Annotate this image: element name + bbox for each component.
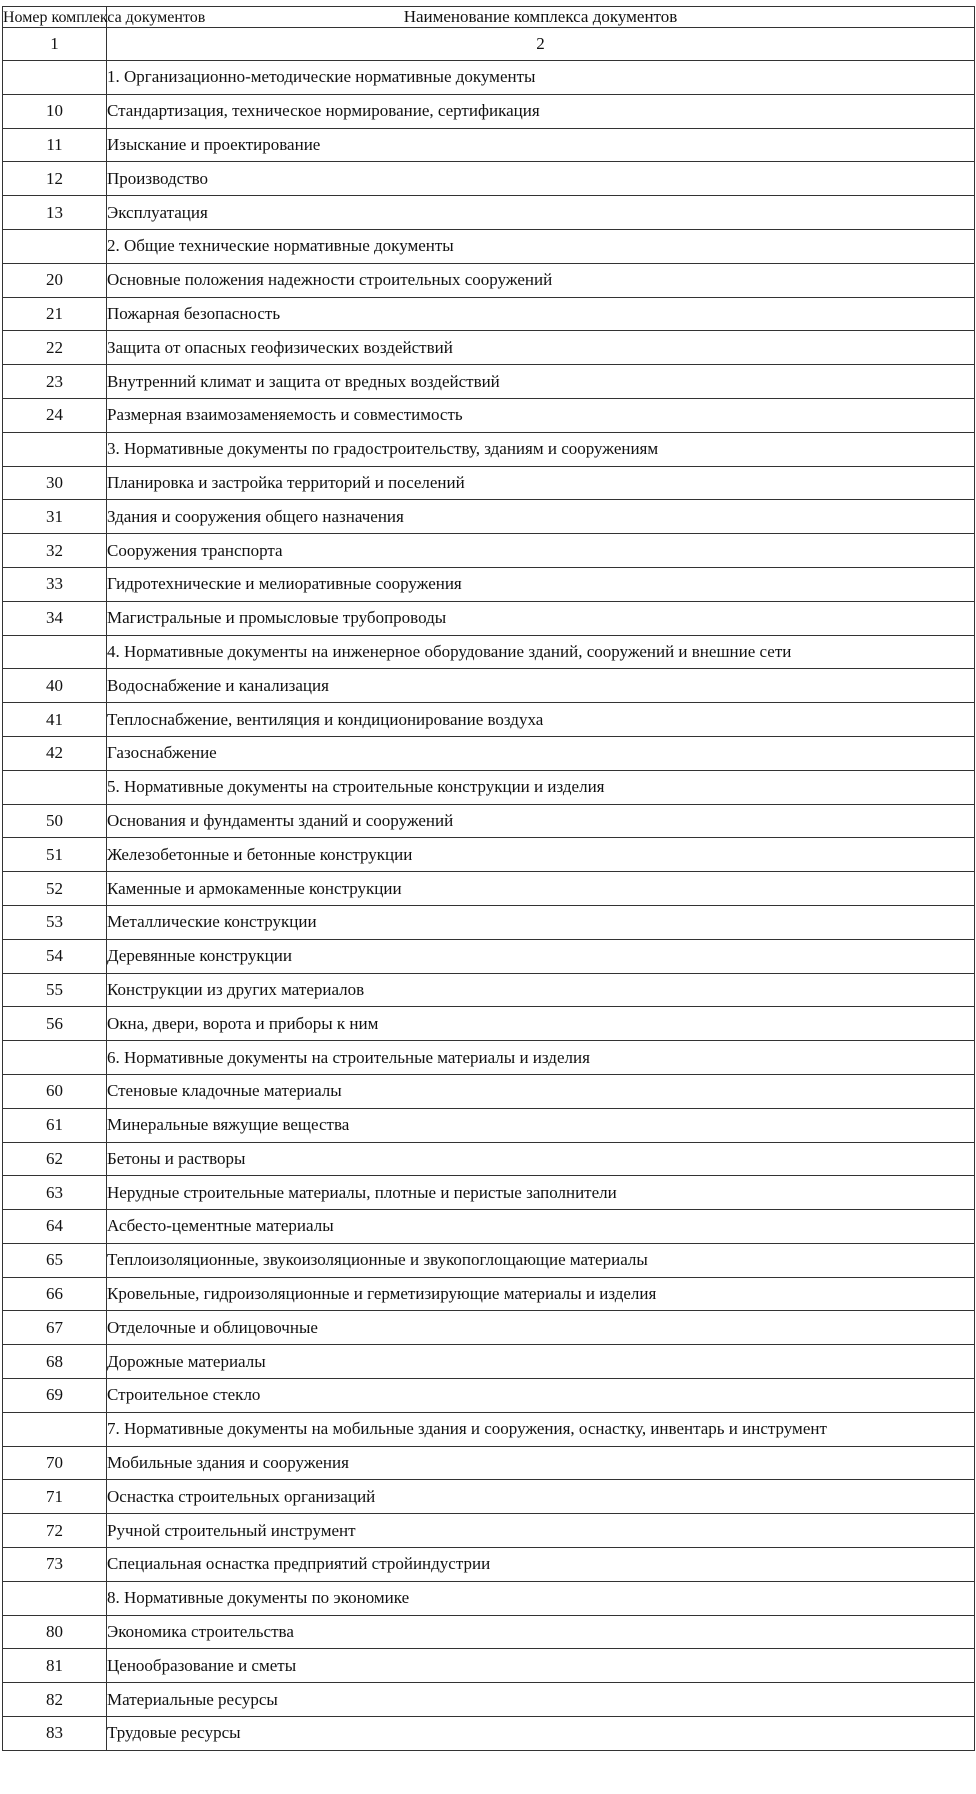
- complex-number-cell: 67: [3, 1311, 107, 1345]
- column-index-2: 2: [107, 28, 975, 61]
- complex-name-cell: Теплоснабжение, вентиляция и кондиционирование воздуха: [107, 703, 975, 737]
- complex-name-cell: Асбесто-цементные материалы: [107, 1210, 975, 1244]
- complex-number-cell: 72: [3, 1514, 107, 1548]
- complex-number-cell: 63: [3, 1176, 107, 1210]
- complex-name-cell: Ценообразование и сметы: [107, 1649, 975, 1683]
- complex-name-cell: Конструкции из других материалов: [107, 973, 975, 1007]
- section-title-cell: 7. Нормативные документы на мобильные здания и сооружения, оснастку, инвентарь и инструмент: [107, 1412, 975, 1446]
- section-header-row: [3, 1041, 975, 1075]
- table-row: [3, 703, 975, 737]
- section-header-row: [3, 229, 975, 263]
- document-complex-table: [2, 6, 975, 1751]
- table-row: [3, 1345, 975, 1379]
- complex-number-cell: 70: [3, 1446, 107, 1480]
- table-row: [3, 1074, 975, 1108]
- complex-name-cell: Сооружения транспорта: [107, 534, 975, 568]
- complex-number-cell: 11: [3, 128, 107, 162]
- complex-name-cell: Основные положения надежности строительных сооружений: [107, 263, 975, 297]
- complex-number-cell: 24: [3, 398, 107, 432]
- table-row: [3, 1108, 975, 1142]
- complex-number-cell: 83: [3, 1717, 107, 1751]
- complex-number-cell: [3, 432, 107, 466]
- complex-name-cell: Здания и сооружения общего назначения: [107, 500, 975, 534]
- table-row: [3, 1142, 975, 1176]
- table-row: [3, 1311, 975, 1345]
- complex-number-cell: 55: [3, 973, 107, 1007]
- complex-number-cell: 41: [3, 703, 107, 737]
- table-row: [3, 669, 975, 703]
- section-header-row: [3, 635, 975, 669]
- complex-number-cell: [3, 1412, 107, 1446]
- table-row: [3, 196, 975, 230]
- complex-number-cell: 40: [3, 669, 107, 703]
- complex-name-cell: Водоснабжение и канализация: [107, 669, 975, 703]
- complex-name-cell: Стеновые кладочные материалы: [107, 1074, 975, 1108]
- complex-number-cell: 60: [3, 1074, 107, 1108]
- complex-number-cell: 81: [3, 1649, 107, 1683]
- complex-name-cell: Окна, двери, ворота и приборы к ним: [107, 1007, 975, 1041]
- complex-name-cell: Экономика строительства: [107, 1615, 975, 1649]
- table-row: [3, 1717, 975, 1751]
- complex-number-cell: 22: [3, 331, 107, 365]
- table-row: [3, 736, 975, 770]
- complex-number-cell: 65: [3, 1243, 107, 1277]
- table-row: [3, 1649, 975, 1683]
- section-header-row: [3, 1581, 975, 1615]
- section-header-row: [3, 432, 975, 466]
- complex-name-cell: Дорожные материалы: [107, 1345, 975, 1379]
- complex-number-cell: [3, 1581, 107, 1615]
- column-index-1: 1: [3, 28, 107, 61]
- complex-number-cell: 33: [3, 567, 107, 601]
- table-row: [3, 872, 975, 906]
- table-row: [3, 1514, 975, 1548]
- section-title-cell: 3. Нормативные документы по градостроительству, зданиям и сооружениям: [107, 432, 975, 466]
- table-row: [3, 1176, 975, 1210]
- complex-number-cell: 80: [3, 1615, 107, 1649]
- table-row: [3, 973, 975, 1007]
- complex-number-cell: 66: [3, 1277, 107, 1311]
- table-row: [3, 1007, 975, 1041]
- complex-name-cell: Планировка и застройка территорий и поселений: [107, 466, 975, 500]
- complex-number-cell: 23: [3, 365, 107, 399]
- table-row: [3, 398, 975, 432]
- complex-name-cell: Производство: [107, 162, 975, 196]
- table-row: [3, 500, 975, 534]
- complex-number-cell: 34: [3, 601, 107, 635]
- complex-number-cell: 13: [3, 196, 107, 230]
- complex-number-cell: [3, 635, 107, 669]
- table-row: [3, 297, 975, 331]
- complex-number-cell: 53: [3, 905, 107, 939]
- complex-name-cell: Строительное стекло: [107, 1379, 975, 1413]
- complex-number-cell: 52: [3, 872, 107, 906]
- table-row: [3, 1548, 975, 1582]
- complex-name-cell: Деревянные конструкции: [107, 939, 975, 973]
- complex-name-cell: Материальные ресурсы: [107, 1683, 975, 1717]
- complex-number-cell: 64: [3, 1210, 107, 1244]
- column-header-number: Номер комплекса документов: [3, 8, 206, 26]
- section-header-row: [3, 61, 975, 95]
- table-row: [3, 1446, 975, 1480]
- complex-number-cell: 71: [3, 1480, 107, 1514]
- table-row: [3, 1683, 975, 1717]
- column-header-name: Наименование комплекса документов: [107, 7, 975, 28]
- table-row: [3, 1277, 975, 1311]
- table-row: [3, 1615, 975, 1649]
- table-row: [3, 567, 975, 601]
- table-row: [3, 1210, 975, 1244]
- complex-number-cell: [3, 1041, 107, 1075]
- section-title-cell: 1. Организационно-методические нормативные документы: [107, 61, 975, 95]
- complex-number-cell: 82: [3, 1683, 107, 1717]
- section-title-cell: 6. Нормативные документы на строительные материалы и изделия: [107, 1041, 975, 1075]
- complex-name-cell: Кровельные, гидроизоляционные и герметизирующие материалы и изделия: [107, 1277, 975, 1311]
- section-header-row: [3, 1412, 975, 1446]
- table-row: [3, 1243, 975, 1277]
- complex-name-cell: Мобильные здания и сооружения: [107, 1446, 975, 1480]
- table-row: [3, 534, 975, 568]
- table-row: [3, 905, 975, 939]
- complex-name-cell: Теплоизоляционные, звукоизоляционные и звукопоглощающие материалы: [107, 1243, 975, 1277]
- section-title-cell: 4. Нормативные документы на инженерное оборудование зданий, сооружений и внешние сети: [107, 635, 975, 669]
- complex-number-cell: 21: [3, 297, 107, 331]
- complex-number-cell: 61: [3, 1108, 107, 1142]
- complex-name-cell: Магистральные и промысловые трубопроводы: [107, 601, 975, 635]
- complex-number-cell: [3, 61, 107, 95]
- table-row: [3, 365, 975, 399]
- complex-name-cell: Внутренний климат и защита от вредных воздействий: [107, 365, 975, 399]
- complex-number-cell: 10: [3, 94, 107, 128]
- table-row: [3, 838, 975, 872]
- table-row: [3, 466, 975, 500]
- complex-name-cell: Стандартизация, техническое нормирование, сертификация: [107, 94, 975, 128]
- complex-number-cell: 62: [3, 1142, 107, 1176]
- table-row: [3, 162, 975, 196]
- table-row: [3, 128, 975, 162]
- column-index-row: [3, 28, 975, 61]
- complex-name-cell: Пожарная безопасность: [107, 297, 975, 331]
- complex-name-cell: Отделочные и облицовочные: [107, 1311, 975, 1345]
- complex-number-cell: [3, 770, 107, 804]
- section-title-cell: 8. Нормативные документы по экономике: [107, 1581, 975, 1615]
- complex-name-cell: Минеральные вяжущие вещества: [107, 1108, 975, 1142]
- complex-name-cell: Каменные и армокаменные конструкции: [107, 872, 975, 906]
- complex-number-cell: [3, 229, 107, 263]
- table-row: [3, 804, 975, 838]
- complex-name-cell: Металлические конструкции: [107, 905, 975, 939]
- table-body: [3, 61, 975, 1751]
- table-row: [3, 263, 975, 297]
- complex-name-cell: Защита от опасных геофизических воздействий: [107, 331, 975, 365]
- complex-number-cell: 68: [3, 1345, 107, 1379]
- table-header-row: [3, 7, 975, 28]
- complex-number-cell: 51: [3, 838, 107, 872]
- complex-number-cell: 32: [3, 534, 107, 568]
- section-header-row: [3, 770, 975, 804]
- table-row: [3, 331, 975, 365]
- complex-name-cell: Трудовые ресурсы: [107, 1717, 975, 1751]
- complex-name-cell: Нерудные строительные материалы, плотные и перистые заполнители: [107, 1176, 975, 1210]
- complex-name-cell: Гидротехнические и мелиоративные сооружения: [107, 567, 975, 601]
- complex-name-cell: Эксплуатация: [107, 196, 975, 230]
- complex-number-cell: 73: [3, 1548, 107, 1582]
- complex-name-cell: Ручной строительный инструмент: [107, 1514, 975, 1548]
- complex-number-cell: 31: [3, 500, 107, 534]
- complex-number-cell: 56: [3, 1007, 107, 1041]
- complex-number-cell: 69: [3, 1379, 107, 1413]
- complex-number-cell: 30: [3, 466, 107, 500]
- complex-number-cell: 20: [3, 263, 107, 297]
- complex-name-cell: Бетоны и растворы: [107, 1142, 975, 1176]
- complex-name-cell: Оснастка строительных организаций: [107, 1480, 975, 1514]
- table-row: [3, 1480, 975, 1514]
- complex-name-cell: Газоснабжение: [107, 736, 975, 770]
- complex-name-cell: Изыскание и проектирование: [107, 128, 975, 162]
- section-title-cell: 2. Общие технические нормативные документы: [107, 229, 975, 263]
- complex-number-cell: 12: [3, 162, 107, 196]
- complex-number-cell: 42: [3, 736, 107, 770]
- table-row: [3, 94, 975, 128]
- complex-number-cell: 50: [3, 804, 107, 838]
- table-row: [3, 1379, 975, 1413]
- complex-name-cell: Специальная оснастка предприятий стройиндустрии: [107, 1548, 975, 1582]
- complex-number-cell: 54: [3, 939, 107, 973]
- complex-name-cell: Основания и фундаменты зданий и сооружений: [107, 804, 975, 838]
- section-title-cell: 5. Нормативные документы на строительные конструкции и изделия: [107, 770, 975, 804]
- table-row: [3, 939, 975, 973]
- complex-name-cell: Размерная взаимозаменяемость и совместимость: [107, 398, 975, 432]
- complex-name-cell: Железобетонные и бетонные конструкции: [107, 838, 975, 872]
- table-row: [3, 601, 975, 635]
